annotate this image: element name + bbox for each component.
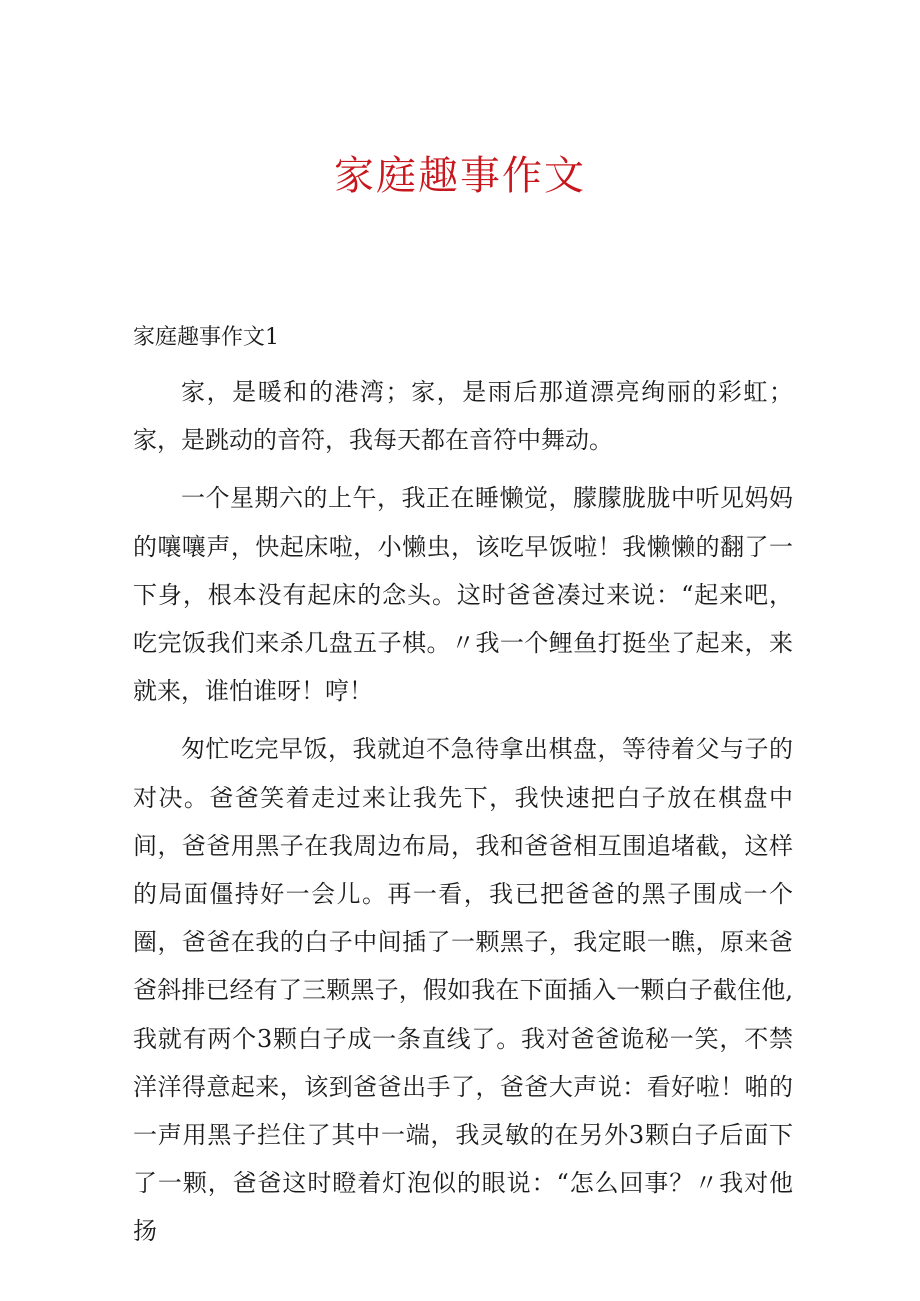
document-body [133,318,793,1266]
paragraph-3: 匆忙吃完早饭，我就迫不急待拿出棋盘，等待着父与子的对决。爸爸笑着走过来让我先下，我快速把白子放在棋盘中间，爸爸用黑子在我周边布局，我和爸爸相互围追堵截，这样的局面僵持好一会儿。再一看，我已把爸爸的黑子围成一个圈，爸爸在我的白子中间插了一颗黑子，我定眼一瞧，原来爸爸斜排已经有了三颗黑子，假如我在下面插入一颗白子截住他,我就有两个3颗白子成一条直线了。我对爸爸诡秘一笑，不禁洋洋得意起来，该到爸爸出手了，爸爸大声说：看好啦！啪的一声用黑子拦住了其中一端，我灵敏的在另外3颗白子后面下了一颗，爸爸这时瞪着灯泡似的眼说：“怎么回事？〃我对他扬 [133,735,793,1246]
paragraph-1: 家，是暖和的港湾；家，是雨后那道漂亮绚丽的彩虹；家，是跳动的音符，我每天都在音符中舞动。 [133,378,793,455]
section-heading: 家庭趣事作文1 [133,325,279,350]
document-title: 家庭趣事作文 [334,153,586,199]
paragraph-2: 一个星期六的上午，我正在睡懒觉，朦朦胧胧中听见妈妈的嚷嚷声，快起床啦，小懒虫，该吃早饭啦！我懒懒的翻了一下身，根本没有起床的念头。这时爸爸凑过来说：“起来吧，吃完饭我们来杀几盘五子棋。〃我一个鲤鱼打挺坐了起来，来就来，谁怕谁呀！哼！ [133,484,793,706]
